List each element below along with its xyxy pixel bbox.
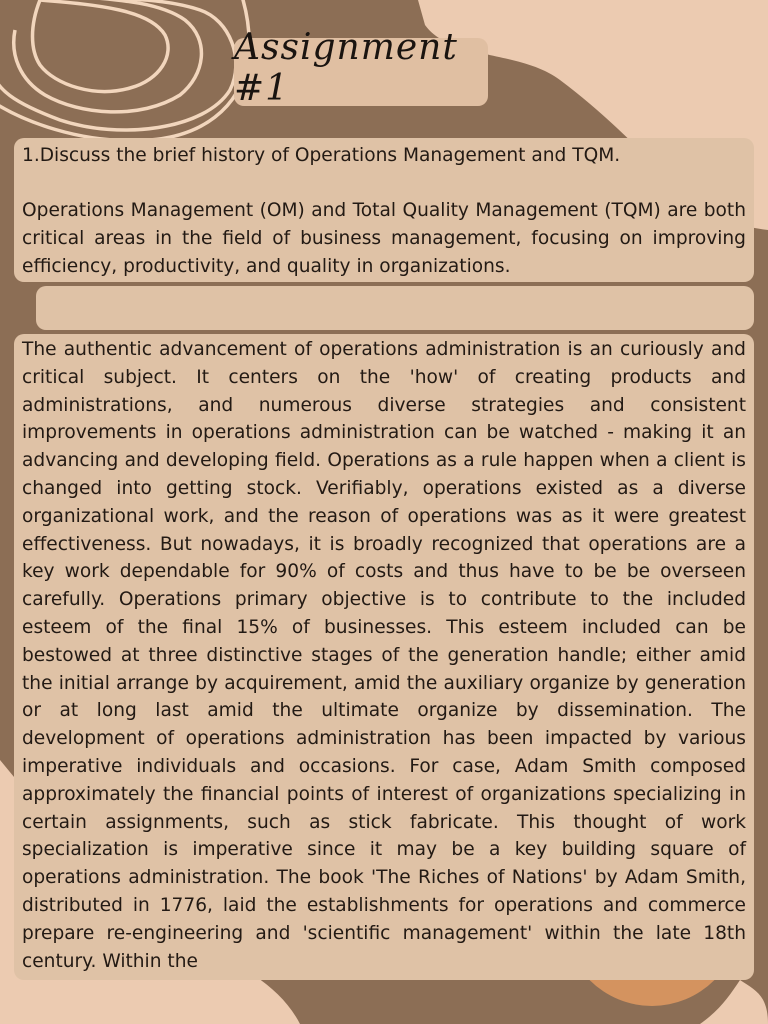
title-banner xyxy=(234,27,488,109)
intro-paragraph: Operations Management (OM) and Total Quality Management (TQM) are both critical areas in the field of business management, focusing on improving efficiency, productivity, and quality in organizations. xyxy=(22,200,746,277)
question-text: 1.Discuss the brief history of Operations Management and TQM. xyxy=(22,145,621,166)
concentric-rings-icon xyxy=(0,0,249,141)
body-card xyxy=(14,334,754,980)
body-paragraph: The authentic advancement of operations administration is an curiously and critical subject. It centers on the 'how' of creating products and administrations, and numerous diverse strategies and consistent improvements in operations administration can be watched - making it an advancing and developing field. Operations as a rule happen when a client is changed into getting stock. Verifiably, operations existed as a diverse organizational work, and the reason of operations was as it were greatest effectiveness. But nowadays, it is broadly recognized that operations are a key work dependable for 90% of costs and thus have to be be overseen carefully. Operations primary objective is to contribute to the included esteem of the final 15% of businesses. This esteem included can be bestowed at three distinctive stages of the generation handle; either amid the initial arrange by acquirement, amid the auxiliary organize by generation or at long last amid the ultimate organize by dissemination. The development of operations administration has been impacted by various imperative individuals and occasions. For case, Adam Smith composed approximately the financial points of interest of organizations specializing in certain assignments, such as stick fabricate. This thought of work specialization is imperative since it may be a key building square of operations administration. The book 'The Riches of Nations' by Adam Smith, distributed in 1776, laid the establishments for operations and commerce prepare re-engineering and 'scientific management' within the late 18th century. Within the xyxy=(22,339,746,972)
question-card xyxy=(14,138,754,282)
spacer-card xyxy=(36,286,754,330)
assignment-title: Assignment #1 xyxy=(234,27,458,109)
bottom-right-blob-shape xyxy=(700,980,768,1024)
